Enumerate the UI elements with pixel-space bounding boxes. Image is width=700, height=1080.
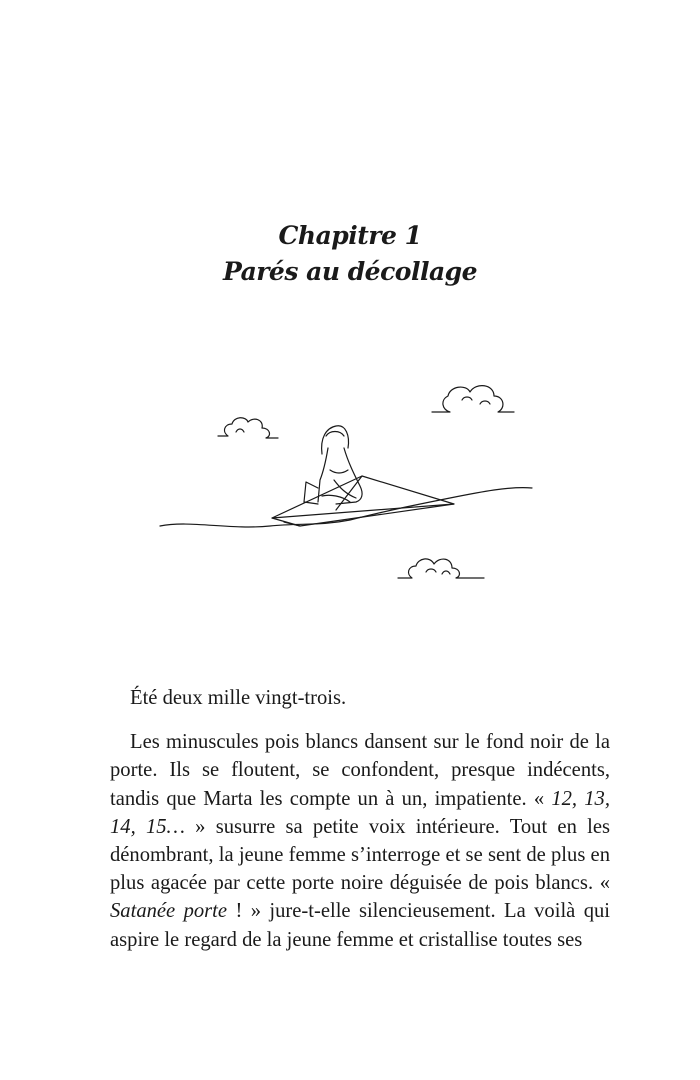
cloud-icon <box>432 386 514 412</box>
paragraph-text: ! » jure-t-elle silencieusement. La voilà qui aspire le regard de la jeune femme et cristallise toutes ses <box>110 900 611 951</box>
paper-plane-icon <box>272 476 454 526</box>
paper-plane-illustration-icon <box>150 370 550 610</box>
paragraph-text: » susurre sa petite voix intérieure. Tout en les dénombrant, la jeune femme s’interroge et se sent de plus en plus agacée par cette porte noire déguisée de pois blancs. « <box>110 815 610 895</box>
chapter-number: Chapitre 1 <box>278 221 422 250</box>
chapter-heading <box>0 218 700 290</box>
horizon-line <box>160 488 532 527</box>
emphasis-text: Satanée porte <box>110 900 228 923</box>
cloud-icon <box>218 418 278 438</box>
opening-line: Été deux mille vingt-trois. <box>130 687 347 709</box>
emphasis-text: 12, 13, 14, 15… <box>110 787 611 838</box>
cloud-icon <box>398 559 484 578</box>
paragraph <box>110 728 610 954</box>
woman-figure-icon <box>304 426 362 504</box>
chapter-title: Parés au décollage <box>222 257 478 286</box>
paragraph-text: Les minuscules pois blancs dansent sur le fond noir de la porte. Ils se floutent, se confondent, presque indécents, tandis que Marta les compte un à un, impatiente. « <box>110 731 610 810</box>
chapter-body <box>110 684 610 954</box>
